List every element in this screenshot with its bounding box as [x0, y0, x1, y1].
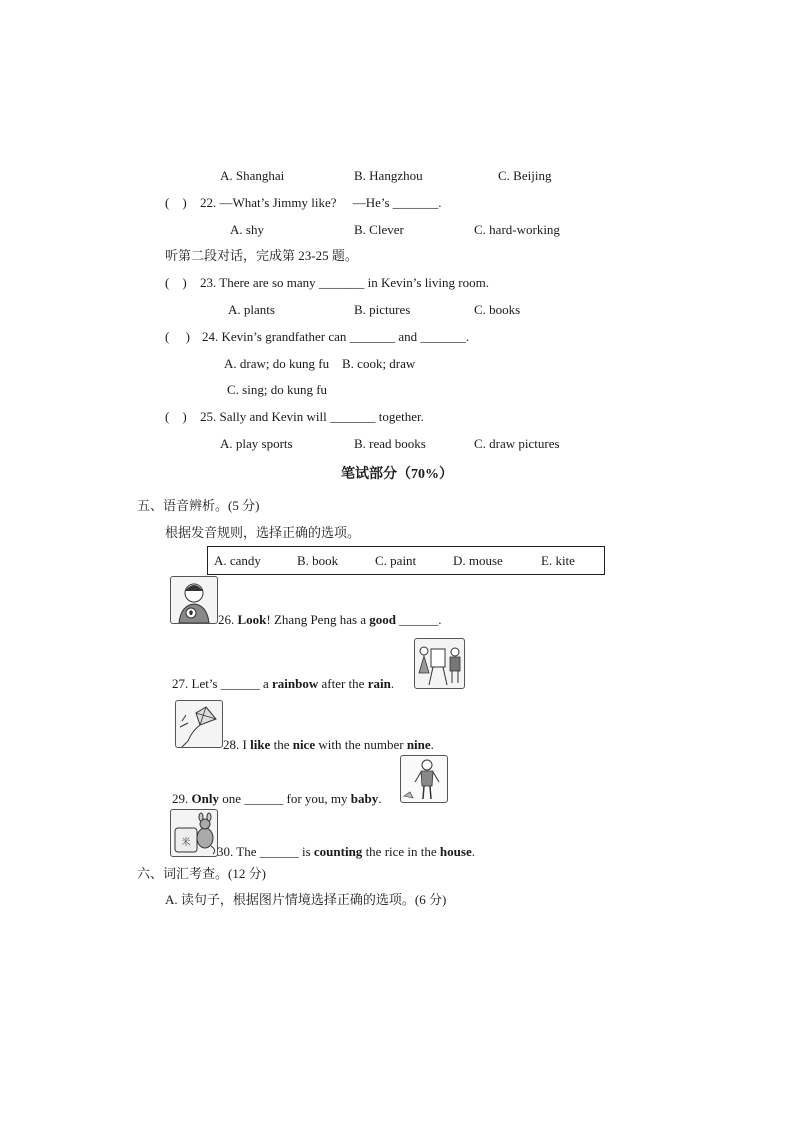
q25-stem: 25. Sally and Kevin will _______ together.	[200, 409, 424, 424]
boy-standing-picture	[400, 755, 448, 803]
q22-option-a: A. shy	[230, 222, 264, 237]
section5-instruction: 根据发音规则，选择正确的选项。	[165, 525, 361, 540]
section6-heading: 六、词汇考查。(12 分)	[137, 866, 266, 881]
section5-heading: 五、语音辨析。(5 分)	[137, 498, 260, 513]
choice-a: A. candy	[214, 553, 261, 568]
q21-option-c: C. Beijing	[498, 168, 552, 183]
written-part-title: 笔试部分（70%）	[341, 467, 453, 482]
q22-option-c: C. hard-working	[474, 222, 560, 237]
kite-picture	[175, 700, 223, 748]
q29-sentence: 29. Only one ______ for you, my baby.	[172, 791, 382, 806]
q21-option-b: B. Hangzhou	[354, 168, 423, 183]
choice-b: B. book	[297, 553, 339, 568]
choice-d: D. mouse	[453, 553, 503, 568]
q25-option-a: A. play sports	[220, 436, 293, 451]
q25-answer-bracket[interactable]: ( )	[165, 409, 187, 424]
mouse-with-rice-picture	[170, 809, 218, 857]
boy-with-ball-picture	[170, 576, 218, 624]
choice-e: E. kite	[541, 553, 575, 568]
section6-sub-a: A. 读句子，根据图片情境选择正确的选项。(6 分)	[165, 892, 447, 907]
q28-sentence: 28. I like the nice with the number nine.	[223, 737, 434, 752]
q21-option-a: A. Shanghai	[220, 168, 285, 183]
q23-option-b: B. pictures	[354, 302, 411, 317]
choice-c: C. paint	[375, 553, 417, 568]
dialog2-instruction: 听第二段对话，完成第 23-25 题。	[165, 248, 358, 263]
q24-option-b: B. cook; draw	[342, 356, 416, 371]
q22-answer-bracket[interactable]: ( )	[165, 195, 187, 210]
q25-option-b: B. read books	[354, 436, 426, 451]
phonics-choice-box	[207, 546, 605, 575]
q24-answer-bracket[interactable]: ( )	[165, 329, 190, 344]
q27-sentence: 27. Let’s ______ a rainbow after the rain.	[172, 676, 395, 691]
q22-option-b: B. Clever	[354, 222, 404, 237]
q25-option-c: C. draw pictures	[474, 436, 560, 451]
q30-sentence: 30. The ______ is counting the rice in the house.	[217, 844, 475, 859]
q22-stem: 22. —What’s Jimmy like? —He’s _______.	[200, 195, 442, 210]
q23-stem: 23. There are so many _______ in Kevin’s living room.	[200, 275, 489, 290]
q24-stem: 24. Kevin’s grandfather can _______ and _______.	[202, 329, 470, 344]
q24-option-a: A. draw; do kung fu	[224, 356, 330, 371]
q26-sentence: 26. Look! Zhang Peng has a good ______.	[218, 612, 442, 627]
svg-text:米: 米	[181, 837, 191, 847]
q23-answer-bracket[interactable]: ( )	[165, 275, 187, 290]
q23-option-a: A. plants	[228, 302, 275, 317]
kids-painting-picture	[414, 638, 465, 689]
q23-option-c: C. books	[474, 302, 521, 317]
q24-option-c: C. sing; do kung fu	[227, 382, 328, 397]
